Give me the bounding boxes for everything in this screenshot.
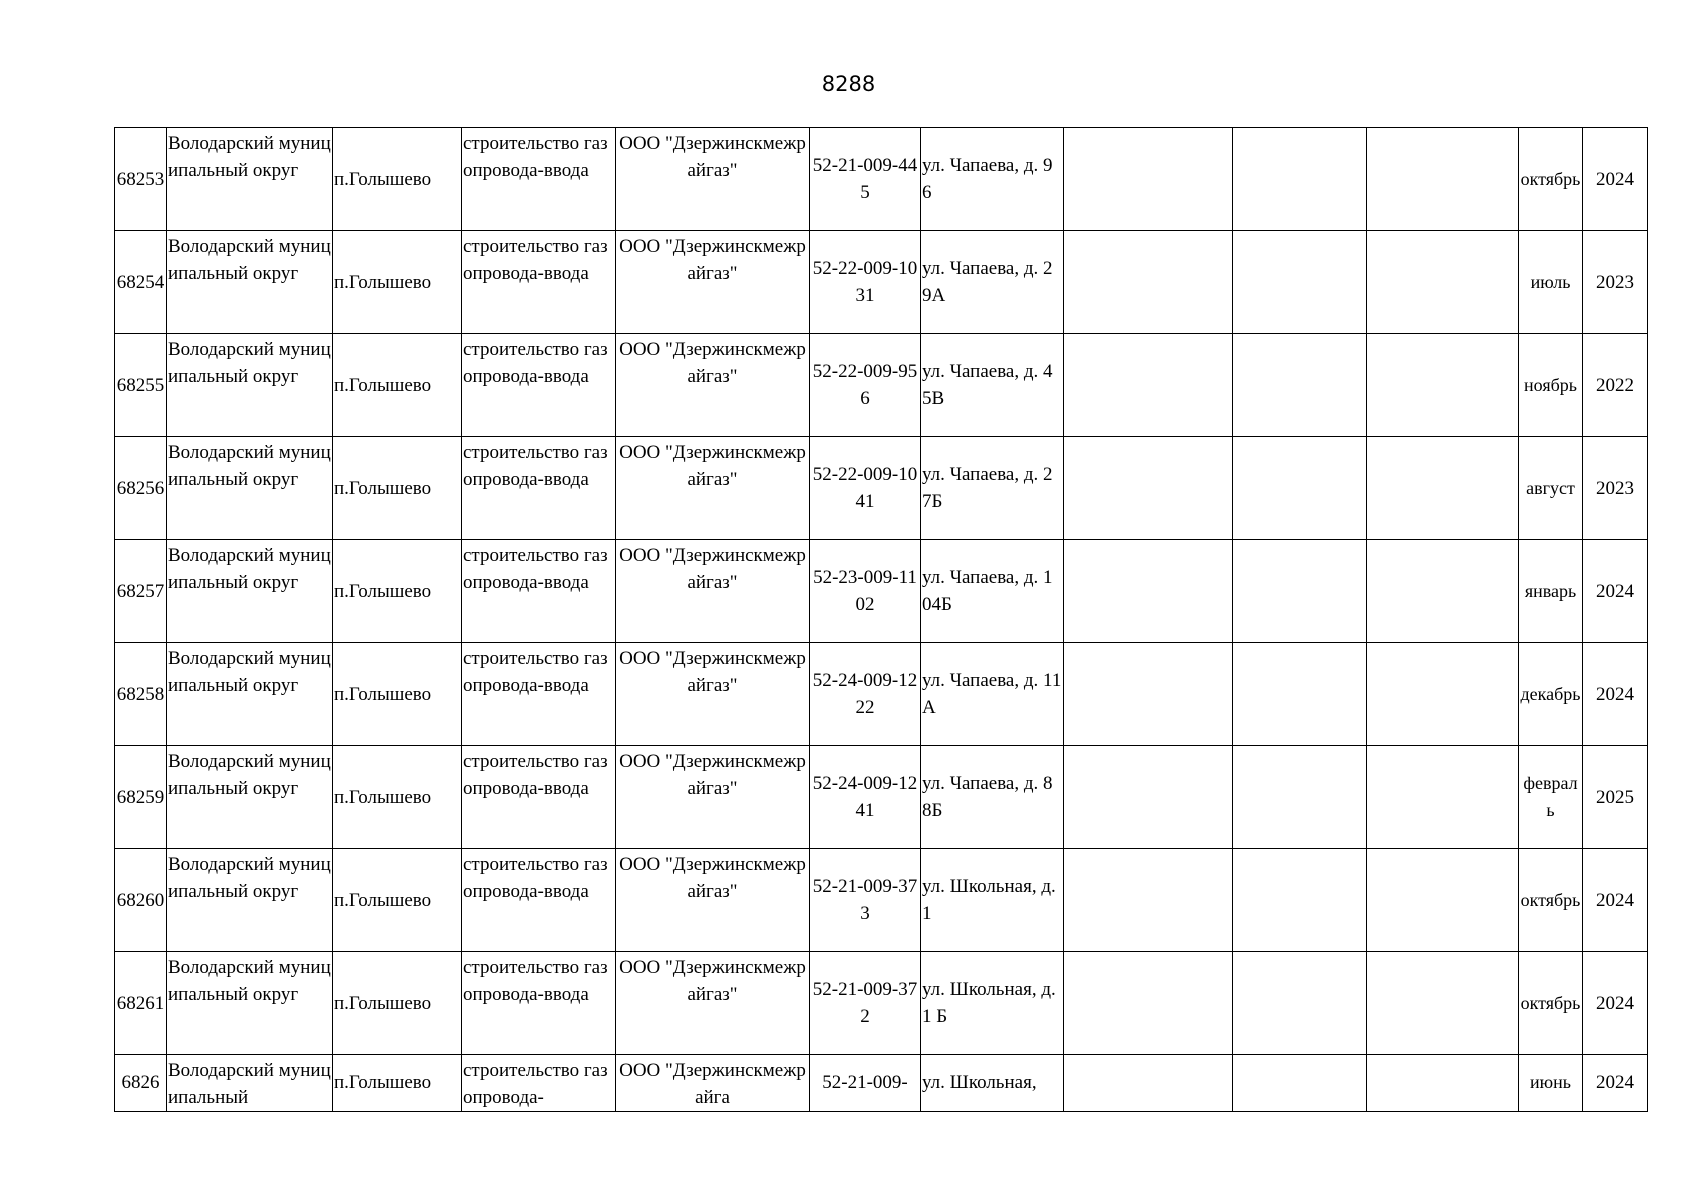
district-cell: Володарский муниципальный (167, 1055, 333, 1112)
organization-cell: ООО "Дзержинскмежрайгаз" (616, 128, 810, 231)
empty-cell (1367, 128, 1519, 231)
organization-cell: ООО "Дзержинскмежрайгаз" (616, 437, 810, 540)
address-cell: ул. Чапаева, д. 88Б (921, 746, 1064, 849)
month-cell: июль (1519, 231, 1583, 334)
address-cell: ул. Чапаева, д. 104Б (921, 540, 1064, 643)
table-body (115, 128, 1648, 1112)
empty-cell (1064, 128, 1233, 231)
year-cell: 2023 (1583, 437, 1648, 540)
year-cell: 2024 (1583, 128, 1648, 231)
address-cell: ул. Школьная, д. 1 (921, 849, 1064, 952)
organization-cell: ООО "Дзержинскмежрайга (616, 1055, 810, 1112)
table-row (115, 540, 1648, 643)
address-cell: ул. Чапаева, д. 29А (921, 231, 1064, 334)
district-cell: Володарский муниципальный округ (167, 746, 333, 849)
empty-cell (1233, 231, 1367, 334)
organization-cell: ООО "Дзержинскмежрайгаз" (616, 540, 810, 643)
record-number-cell: 68256 (115, 437, 167, 540)
empty-cell (1367, 952, 1519, 1055)
settlement-cell: п.Голышево (333, 643, 462, 746)
work-type-cell: строительство газопровода-ввода (462, 746, 616, 849)
settlement-cell: п.Голышево (333, 849, 462, 952)
address-cell: ул. Чапаева, д. 27Б (921, 437, 1064, 540)
year-cell: 2024 (1583, 1055, 1648, 1112)
registry-code-cell: 52-22-009-1031 (810, 231, 921, 334)
record-number-cell: 68255 (115, 334, 167, 437)
settlement-cell: п.Голышево (333, 437, 462, 540)
work-type-cell: строительство газопровода-ввода (462, 540, 616, 643)
year-cell: 2024 (1583, 849, 1648, 952)
empty-cell (1233, 128, 1367, 231)
registry-code-cell: 52-23-009-1102 (810, 540, 921, 643)
settlement-cell: п.Голышево (333, 334, 462, 437)
address-cell: ул. Школьная, (921, 1055, 1064, 1112)
settlement-cell: п.Голышево (333, 952, 462, 1055)
empty-cell (1064, 746, 1233, 849)
record-number-cell: 68259 (115, 746, 167, 849)
year-cell: 2024 (1583, 952, 1648, 1055)
settlement-cell: п.Голышево (333, 231, 462, 334)
district-cell: Володарский муниципальный округ (167, 437, 333, 540)
address-cell: ул. Чапаева, д. 96 (921, 128, 1064, 231)
month-cell: январь (1519, 540, 1583, 643)
month-cell: июнь (1519, 1055, 1583, 1112)
organization-cell: ООО "Дзержинскмежрайгаз" (616, 952, 810, 1055)
month-cell: ноябрь (1519, 334, 1583, 437)
empty-cell (1233, 849, 1367, 952)
month-cell: декабрь (1519, 643, 1583, 746)
registry-code-cell: 52-21-009-372 (810, 952, 921, 1055)
work-type-cell: строительство газопровода-ввода (462, 437, 616, 540)
empty-cell (1367, 643, 1519, 746)
table-row (115, 128, 1648, 231)
record-number-cell: 68261 (115, 952, 167, 1055)
month-cell: октябрь (1519, 849, 1583, 952)
empty-cell (1064, 540, 1233, 643)
record-number-cell: 68253 (115, 128, 167, 231)
empty-cell (1233, 334, 1367, 437)
registry-code-cell: 52-21-009- (810, 1055, 921, 1112)
table-row (115, 231, 1648, 334)
month-cell: февраль (1519, 746, 1583, 849)
registry-code-cell: 52-21-009-373 (810, 849, 921, 952)
organization-cell: ООО "Дзержинскмежрайгаз" (616, 231, 810, 334)
table-row (115, 849, 1648, 952)
table-row (115, 1055, 1648, 1112)
empty-cell (1064, 334, 1233, 437)
record-number-cell: 68260 (115, 849, 167, 952)
month-cell: октябрь (1519, 952, 1583, 1055)
district-cell: Володарский муниципальный округ (167, 128, 333, 231)
district-cell: Володарский муниципальный округ (167, 643, 333, 746)
month-cell: август (1519, 437, 1583, 540)
address-cell: ул. Чапаева, д. 11А (921, 643, 1064, 746)
empty-cell (1233, 437, 1367, 540)
settlement-cell: п.Голышево (333, 746, 462, 849)
empty-cell (1233, 952, 1367, 1055)
empty-cell (1064, 437, 1233, 540)
year-cell: 2024 (1583, 540, 1648, 643)
empty-cell (1233, 540, 1367, 643)
table-row (115, 334, 1648, 437)
settlement-cell: п.Голышево (333, 540, 462, 643)
record-number-cell: 6826 (115, 1055, 167, 1112)
registry-table (114, 127, 1648, 1112)
table-row (115, 643, 1648, 746)
organization-cell: ООО "Дзержинскмежрайгаз" (616, 849, 810, 952)
address-cell: ул. Школьная, д. 1 Б (921, 952, 1064, 1055)
empty-cell (1367, 334, 1519, 437)
page-number: 8288 (821, 72, 876, 96)
table-row (115, 437, 1648, 540)
year-cell: 2023 (1583, 231, 1648, 334)
empty-cell (1367, 849, 1519, 952)
empty-cell (1367, 540, 1519, 643)
work-type-cell: строительство газопровода-ввода (462, 334, 616, 437)
empty-cell (1233, 1055, 1367, 1112)
work-type-cell: строительство газопровода-ввода (462, 952, 616, 1055)
settlement-cell: п.Голышево (333, 1055, 462, 1112)
empty-cell (1064, 952, 1233, 1055)
empty-cell (1233, 643, 1367, 746)
year-cell: 2024 (1583, 643, 1648, 746)
year-cell: 2022 (1583, 334, 1648, 437)
record-number-cell: 68257 (115, 540, 167, 643)
table-row (115, 952, 1648, 1055)
settlement-cell: п.Голышево (333, 128, 462, 231)
organization-cell: ООО "Дзержинскмежрайгаз" (616, 334, 810, 437)
empty-cell (1064, 849, 1233, 952)
district-cell: Володарский муниципальный округ (167, 849, 333, 952)
registry-code-cell: 52-21-009-445 (810, 128, 921, 231)
empty-cell (1367, 746, 1519, 849)
registry-code-cell: 52-24-009-1222 (810, 643, 921, 746)
work-type-cell: строительство газопровода-ввода (462, 643, 616, 746)
registry-code-cell: 52-24-009-1241 (810, 746, 921, 849)
organization-cell: ООО "Дзержинскмежрайгаз" (616, 746, 810, 849)
empty-cell (1233, 746, 1367, 849)
district-cell: Володарский муниципальный округ (167, 231, 333, 334)
table-row (115, 746, 1648, 849)
empty-cell (1367, 231, 1519, 334)
month-cell: октябрь (1519, 128, 1583, 231)
registry-code-cell: 52-22-009-1041 (810, 437, 921, 540)
record-number-cell: 68254 (115, 231, 167, 334)
work-type-cell: строительство газопровода-ввода (462, 128, 616, 231)
work-type-cell: строительство газопровода-ввода (462, 231, 616, 334)
empty-cell (1064, 643, 1233, 746)
work-type-cell: строительство газопровода- (462, 1055, 616, 1112)
empty-cell (1064, 1055, 1233, 1112)
record-number-cell: 68258 (115, 643, 167, 746)
empty-cell (1064, 231, 1233, 334)
district-cell: Володарский муниципальный округ (167, 952, 333, 1055)
organization-cell: ООО "Дзержинскмежрайгаз" (616, 643, 810, 746)
district-cell: Володарский муниципальный округ (167, 334, 333, 437)
work-type-cell: строительство газопровода-ввода (462, 849, 616, 952)
year-cell: 2025 (1583, 746, 1648, 849)
empty-cell (1367, 437, 1519, 540)
empty-cell (1367, 1055, 1519, 1112)
district-cell: Володарский муниципальный округ (167, 540, 333, 643)
address-cell: ул. Чапаева, д. 45В (921, 334, 1064, 437)
registry-code-cell: 52-22-009-956 (810, 334, 921, 437)
